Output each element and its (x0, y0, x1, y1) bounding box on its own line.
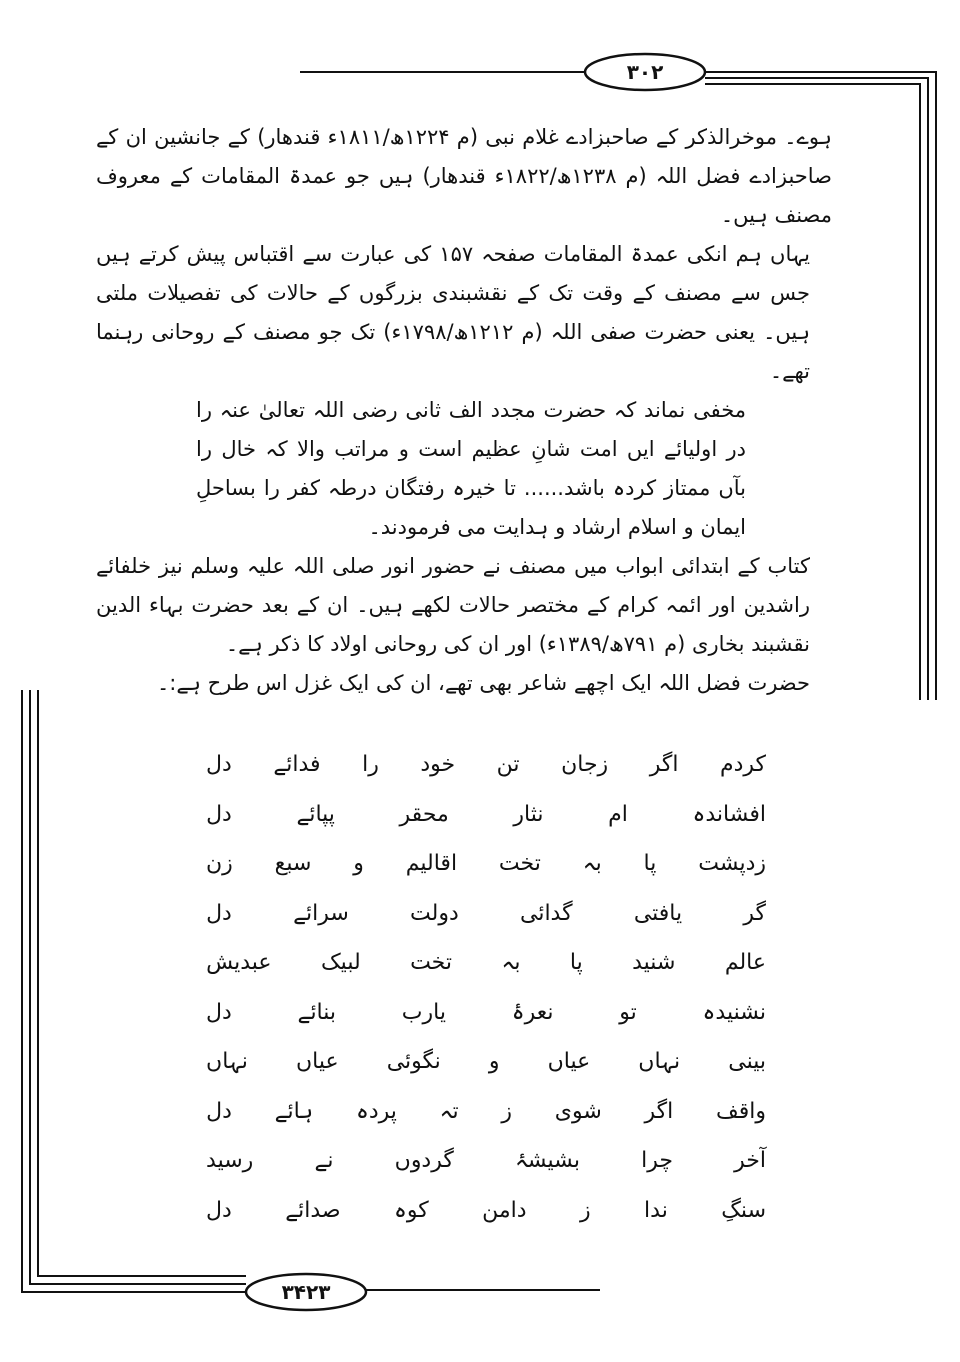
poem-word: فدائے (273, 752, 321, 777)
poem-word: بنائے (297, 999, 337, 1025)
poem-line (206, 938, 766, 988)
paragraph: یہاں ہم انکی عمدۃ المقامات صفحہ ۱۵۷ کی عبارت سے اقتباس پیش کرتے ہیں جس سے مصنف کے وقت تک کے نقشبندی بزرگوں کے حالات کی تفصیلات ملتی ہیں۔ یعنی حضرت صفی اللہ (م ۱۲۱۲ھ/۱۷۹۸ء) تک جو مصنف کے روحانی رہنما تھے۔ (96, 242, 810, 383)
poem-word: را (362, 752, 379, 777)
poem-word: سنگِ (721, 1197, 766, 1223)
poem-word: دامن (482, 1197, 527, 1223)
poem-word: پپائے (296, 801, 335, 827)
poem-word: دل (206, 1098, 232, 1124)
poem-word: و (353, 851, 364, 876)
paragraph: ہوے۔ موخرالذکر کے صاحبزادے غلام نبی (م ۱۲۲۴ھ/۱۸۱۱ء قندھار) کے جانشین ان کے صاحبزادے فضل اللہ (م ۱۲۳۸ھ/۱۸۲۲ء قندھار) ہیں جو عمدۃ المقامات کے معروف مصنف ہیں۔ (96, 125, 832, 227)
poem-word: یافتی (633, 900, 683, 926)
ghazal-poem (206, 740, 766, 1235)
poem-line (206, 1037, 766, 1087)
poem-word: شنید (632, 950, 676, 975)
poem-word: ہائے (274, 1098, 314, 1124)
poem-word: عالم (724, 950, 766, 975)
page-number-bottom: ۳۴۲۳ (281, 1280, 331, 1304)
poem-word: اگر (644, 1098, 674, 1124)
poem-word: ز (580, 1197, 591, 1223)
poem-word: اگر (649, 752, 679, 777)
poem-word: دل (206, 999, 232, 1025)
poem-word: محقر (399, 801, 449, 827)
poem-line (206, 1186, 766, 1236)
poem-word: بینی (728, 1049, 766, 1074)
poem-line (206, 790, 766, 840)
poem-word: بشیشۂ (515, 1148, 580, 1173)
poem-word: بہ (582, 851, 602, 876)
poem-word: ندا (644, 1197, 668, 1223)
poem-word: سبع (274, 851, 312, 876)
poem-line (206, 740, 766, 790)
poem-word: گدائی (519, 900, 573, 926)
poem-word: رسید (206, 1148, 254, 1173)
poem-word: تخت (498, 851, 541, 876)
poem-word: بہ (501, 950, 521, 975)
poem-word: نعرۂ (511, 999, 554, 1025)
poem-word: یارب (401, 999, 446, 1025)
poem-word: واقف (715, 1098, 766, 1124)
poem-introduction: حضرت فضل اللہ ایک اچھے شاعر بھی تھے، ان کی ایک غزل اس طرح ہے:۔ (156, 671, 810, 695)
poem-word: صدائے (285, 1197, 341, 1223)
poem-word: نے (314, 1148, 334, 1173)
poem-line (206, 889, 766, 939)
poem-word: چرا (641, 1148, 673, 1173)
poem-word: و (488, 1049, 500, 1074)
poem-word: زجان (561, 752, 609, 777)
poem-word: گردوں (394, 1148, 454, 1173)
poem-word: آخر (734, 1148, 766, 1173)
poem-word: دل (206, 752, 232, 777)
poem-line (206, 1136, 766, 1186)
poem-word: پا (643, 851, 657, 876)
paragraph: کتاب کے ابتدائی ابواب میں مصنف نے حضور انور صلی اللہ علیہ وسلم نیز خلفائے راشدین اور ائمہ کرام کے مختصر حالات لکھے ہیں۔ ان کے بعد حضرت بہاء الدین نقشبند بخاری (م ۷۹۱ھ/۱۳۸۹ء) اور ان کی روحانی اولاد کا ذکر ہے۔ (96, 554, 810, 656)
poem-word: گر (743, 900, 766, 926)
poem-word: کردم (719, 752, 766, 777)
poem-word: نہاں (206, 1049, 248, 1074)
poem-word: افشاندہ (692, 801, 766, 827)
poem-word: دل (206, 1197, 232, 1223)
poem-word: عیاں (296, 1049, 339, 1074)
poem-word: نشنیدہ (702, 999, 766, 1025)
poem-word: پا (569, 950, 583, 975)
poem-word: دل (206, 801, 232, 827)
poem-word: اقالیم (405, 851, 458, 876)
poem-word: ام (608, 801, 628, 827)
poem-word: سرائے (293, 900, 349, 926)
poem-word: تن (496, 752, 520, 777)
poem-word: تو (619, 999, 637, 1025)
page-body-text (96, 118, 832, 703)
page-number-top: ۳۰۲ (626, 60, 664, 84)
poem-word: تخت (410, 950, 453, 975)
poem-word: دل (206, 900, 232, 926)
poem-word: نہاں (638, 1049, 681, 1074)
poem-word: کوہ (394, 1197, 429, 1223)
poem-word: نثار (513, 801, 544, 827)
poem-word: تہ (439, 1098, 459, 1124)
poem-line (206, 839, 766, 889)
poem-word: ز (501, 1098, 512, 1124)
poem-word: عبدیش (206, 950, 272, 975)
poem-line (206, 988, 766, 1038)
poem-word: زن (206, 851, 233, 876)
poem-word: عیاں (547, 1049, 591, 1074)
poem-word: پردہ (355, 1098, 397, 1124)
poem-word: زدپشت (698, 851, 766, 876)
poem-word: لبیک (320, 950, 361, 975)
persian-quotation: مخفی نماند کہ حضرت مجدد الف ثانی رضی اللہ تعالیٰ عنہ را در اولیائے ایں امت شانِ عظیم است و مراتب والا کہ خال را بآں ممتاز کردہ باشد...... تا خیرہ رفتگان درطہ کفر را بساحلِ ایمان و اسلام ارشاد و ہدایت می فرمودند۔ (196, 398, 746, 539)
poem-word: دولت (410, 900, 459, 926)
poem-line (206, 1087, 766, 1137)
poem-word: خود (420, 752, 456, 777)
poem-word: شوی (554, 1098, 602, 1124)
poem-word: نگوئی (386, 1049, 441, 1074)
